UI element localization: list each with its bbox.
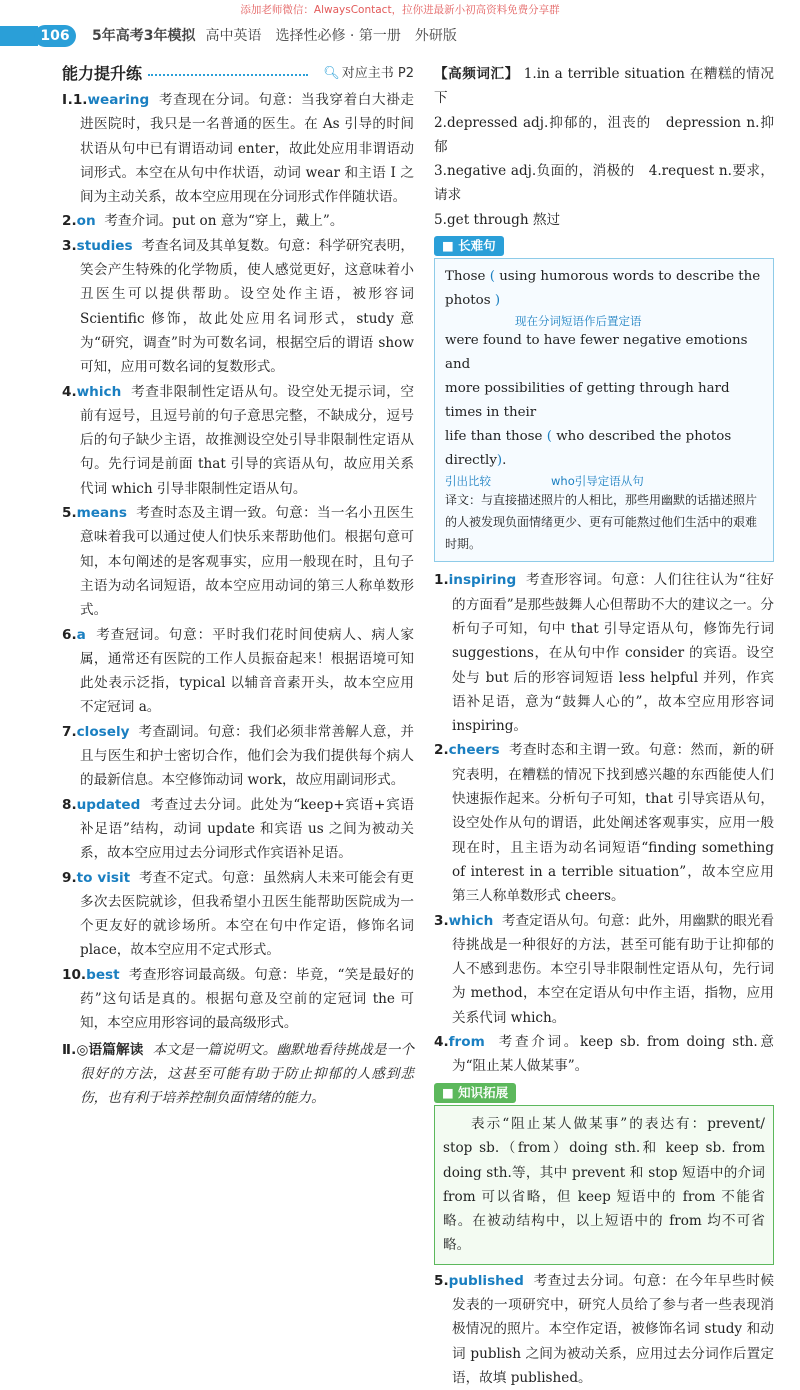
- answer-word: studies: [76, 237, 133, 254]
- watermark: 添加老师微信：AlwaysContact，拉你进最新小初高资料免费分享群: [240, 4, 560, 16]
- vocab-line: 3.negative adj.负面的，消极的 4.request n.要求，请求: [434, 163, 774, 204]
- answer-item: [62, 720, 414, 793]
- answer-item: [62, 963, 414, 1036]
- ls-note2b: who引导定语从句: [551, 474, 644, 489]
- item-number: 5.: [434, 1272, 449, 1289]
- item-explanation: 考查过去分词。句意：在今年早些时候发表的一项研究中，研究人员给了参与者一些表现消极情况的照片。本空作定语，被修饰名词 study 和动词 publish 之间为被动关系，应用过去分词作后置定语，故填 published。: [452, 1272, 774, 1386]
- vocab-line: [434, 62, 774, 111]
- long-sentence-box: [434, 258, 774, 562]
- knowledge-text: 表示“阻止某人做某事”的表达有：prevent/ stop sb.（from）doing sth.和 keep sb. from doing sth.等，其中 prevent 和 stop 短语中的介词 from 可以省略，但 keep 短语中的 from 不能省略。在被动结构中，以上短语中的 from 均不可省略。: [443, 1115, 765, 1254]
- item-number: 6.: [62, 626, 77, 643]
- knowledge-box: [434, 1105, 774, 1265]
- series-name: 5年高考3年模拟: [92, 28, 196, 44]
- section-title: 能力提升练: [62, 64, 143, 83]
- answer-word: a: [76, 626, 86, 643]
- right-column: [434, 62, 774, 1390]
- ls-translation: 译文：与直接描述照片的人相比，那些用幽默的话描述照片的人被发现负面情绪更少、更有可能熬过他们生活中的艰难时期。: [445, 493, 758, 552]
- ls-note2: [445, 473, 763, 489]
- answer-item: [62, 209, 414, 233]
- answer-word: cheers: [448, 742, 500, 759]
- item-explanation: 考查不定式。句意：虽然病人未来可能会有更多次去医院就诊，但我希望小丑医生能帮助医院成为一个更友好的就诊场所。本空在句中作定语，修饰名词 place，故本空应用不定式形式。: [80, 869, 414, 959]
- answer-word: which: [448, 912, 494, 929]
- answer-item: [62, 793, 414, 866]
- item-explanation: 考查介词。put on 意为“穿上，戴上”。: [104, 213, 344, 230]
- answer-word: to visit: [76, 869, 131, 886]
- answer-word: means: [76, 505, 127, 522]
- ls-word: life than those: [445, 429, 543, 445]
- ls-word: Those: [445, 269, 486, 285]
- item-number: 1.: [72, 92, 88, 108]
- ls-line3: more possibilities of getting through hard times in their: [445, 381, 730, 421]
- item-number: 3.: [434, 912, 449, 929]
- item-explanation: 考查现在分词。句意：当我穿着白大褂走进医院时，我只是一名普通的医生。在 As 引导的时间状语从句中已有谓语动词 enter，故此处应用非谓语动词形式。本空在从句中作状语，动词 wear 和主语 I 之间为主动关系，故本空应用现在分词形式作伴随状语。: [80, 92, 414, 206]
- item-number: 2.: [62, 213, 77, 230]
- answer-item: [62, 501, 414, 622]
- ls-phrase1-text: using humorous words to describe the photos: [445, 269, 761, 309]
- header-accent-bar: [0, 26, 38, 46]
- item-explanation: 考查名词及其单复数。句意：科学研究表明，笑会产生特殊的化学物质，使人感觉更好，这意味着小丑医生可以提供帮助。设空处作主语，被形容词 Scientific 修饰，故此处应用名词形式，study 意为“研究，调查”时为可数名词，根据空后的谓语 show 可知，应用可数名词的复数形式。: [80, 237, 414, 376]
- item-explanation: 考查副词。句意：我们必须非常善解人意，并且与医生和护士密切合作，他们会为我们提供每个病人的最新信息。本空修饰动词 work，故应用副词形式。: [80, 723, 414, 789]
- item-number: 7.: [62, 723, 77, 740]
- answer-item: [434, 909, 774, 1030]
- ls-paren: (: [546, 429, 552, 445]
- ls-line1: [445, 265, 763, 313]
- item-explanation: 考查冠词。句意：平时我们花时间使病人、病人家属，通常还有医院的工作人员振奋起来！根据语境可知此处表示泛指，typical 以辅音音素开头，故本空应用不定冠词 a。: [80, 626, 414, 716]
- vocab-block: [434, 62, 774, 232]
- answer-list-part1: [62, 88, 414, 1036]
- book-title: [92, 25, 471, 47]
- answer-item: [434, 1030, 774, 1079]
- answer-item: [434, 1269, 774, 1390]
- vocab-item: 1.in a terrible situation 在糟糕的情况下: [434, 66, 774, 107]
- left-column: [62, 62, 414, 1110]
- answer-word: published: [448, 1272, 524, 1289]
- vocab-title: 【高频词汇】: [434, 66, 519, 82]
- answer-word: best: [86, 966, 120, 983]
- answer-item: [434, 738, 774, 908]
- ls-note2a: 引出比较: [445, 474, 491, 489]
- ls-line2: were found to have fewer negative emotions and: [445, 333, 748, 373]
- long-sentence-label: ■ 长难句: [434, 236, 504, 256]
- answer-list-part2: [434, 568, 774, 1078]
- volume: 选择性必修 · 第一册: [275, 28, 401, 44]
- section-divider: [148, 74, 308, 76]
- section-ref-text: 对应主书 P2: [341, 66, 414, 81]
- answer-word: from: [448, 1034, 485, 1051]
- item-number: 9.: [62, 869, 77, 886]
- answer-item: [434, 568, 774, 738]
- knowledge-label: ■ 知识拓展: [434, 1083, 516, 1103]
- long-sentence-label-text: 长难句: [458, 238, 496, 254]
- item-number: 4.: [62, 383, 77, 400]
- vocab-line: 5.get through 熬过: [434, 211, 561, 228]
- page-number: 106: [34, 25, 76, 47]
- section-ref: [323, 62, 414, 86]
- ls-paren: ): [494, 293, 501, 309]
- item-explanation: 考查定语从句。句意：此外，用幽默的眼光看待挑战是一种很好的方法，甚至可能有助于让抑郁的人不感到悲伤。本空引导非限制性定语从句，先行词为 method，本空在定语从句中作主语，指物，应用关系代词 which。: [452, 912, 774, 1026]
- part2-label: Ⅱ.◎语篇解读: [62, 1041, 144, 1058]
- item-explanation: 考查时态及主谓一致。句意：当一名小丑医生意味着我可以通过使人们快乐来帮助他们。根据句意可知，本句阐述的是客观事实，应用一般现在时，且句子主语为动名词短语，故本空应用动词的第三人称单数形式。: [80, 505, 414, 619]
- knowledge-label-text: 知识拓展: [458, 1084, 509, 1100]
- answer-item: [62, 623, 414, 720]
- section-header: [62, 62, 414, 88]
- subject: 高中英语: [205, 28, 262, 44]
- answer-word: inspiring: [448, 572, 517, 589]
- item-explanation: 考查非限制性定语从句。设空处无提示词，空前有逗号，且逗号前的句子意思完整，不缺成分，逗号后的句子缺少主语，故推测设空处引导非限制性定语从句。先行词是前面 that 引导的宾语从句，故应用关系代词 which 引导非限制性定语从句。: [80, 383, 414, 497]
- part2-text: 本文是一篇说明文。幽默地看待挑战是一个很好的方法，这甚至可能有助于防止抑郁的人感到悲伤，也有利于培养控制负面情绪的能力。: [80, 1041, 414, 1107]
- item-explanation: 考查过去分词。此处为“keep+宾语+宾语补足语”结构，动词 update 和宾语 us 之间为被动关系，故本空应用过去分词形式作宾语补足语。: [80, 796, 414, 862]
- item-explanation: 考查形容词最高级。句意：毕竟，“笑是最好的药”这句话是真的。根据句意及空前的定冠词 the 可知，本空应用形容词的最高级形式。: [80, 966, 414, 1032]
- search-icon: 🔍︎: [323, 66, 340, 81]
- answer-word: updated: [76, 796, 141, 813]
- answer-item: [62, 88, 414, 209]
- item-number: 1.: [434, 572, 449, 589]
- answer-word: wearing: [87, 92, 150, 108]
- item-explanation: 考查时态和主谓一致。句意：然而，新的研究表明，在糟糕的情况下找到感兴趣的东西能使人们快速振作起来。分析句子可知，that 引导宾语从句，设空处作从句的谓语，此处阐述客观事实，应用一般现在时，且主语为动名词短语“finding something of interest in a terrible situation”，故本空应用第三人称单数形式 cheers。: [452, 742, 774, 905]
- item-number: 5.: [62, 505, 77, 522]
- item-number: 2.: [434, 742, 449, 759]
- part2-intro: [62, 1038, 414, 1111]
- answer-word: closely: [76, 723, 130, 740]
- item-number: 3.: [62, 237, 77, 254]
- page-header: [0, 22, 800, 50]
- answer-word: on: [76, 213, 96, 230]
- publisher: 外研版: [414, 28, 457, 44]
- answer-item: [62, 866, 414, 963]
- part1-label: Ⅰ.: [62, 92, 73, 108]
- item-number: 10.: [62, 966, 87, 983]
- item-explanation: 考查形容词。句意：人们往往认为“往好的方面看”是那些鼓舞人心但帮助不大的建议之一。分析句子可知，句中 that 引导定语从句，修饰先行词 suggestions，在从句中作 consider 的宾语。设空处与 but 后的形容词短语 less helpful 并列，作宾语补足语，意为“鼓舞人心的”，故本空应用形容词 inspiring。: [452, 572, 774, 735]
- ls-phrase1: (: [489, 269, 495, 285]
- item-explanation: 考查介词。keep sb. from doing sth.意为“阻止某人做某事”。: [452, 1034, 774, 1075]
- answer-word: which: [76, 383, 122, 400]
- answer-item: [62, 380, 414, 501]
- answer-item: [62, 234, 414, 380]
- item-number: 4.: [434, 1034, 449, 1051]
- vocab-line: 2.depressed adj.抑郁的，沮丧的 depression n.抑郁: [434, 114, 774, 155]
- ls-phrase2-text: who described the photos directly: [445, 429, 732, 469]
- ls-line4: life than those ( who described the photos directly).: [445, 429, 732, 469]
- item-number: 8.: [62, 796, 77, 813]
- ls-paren: ): [496, 453, 503, 469]
- ls-note1: 现在分词短语作后置定语: [515, 314, 642, 329]
